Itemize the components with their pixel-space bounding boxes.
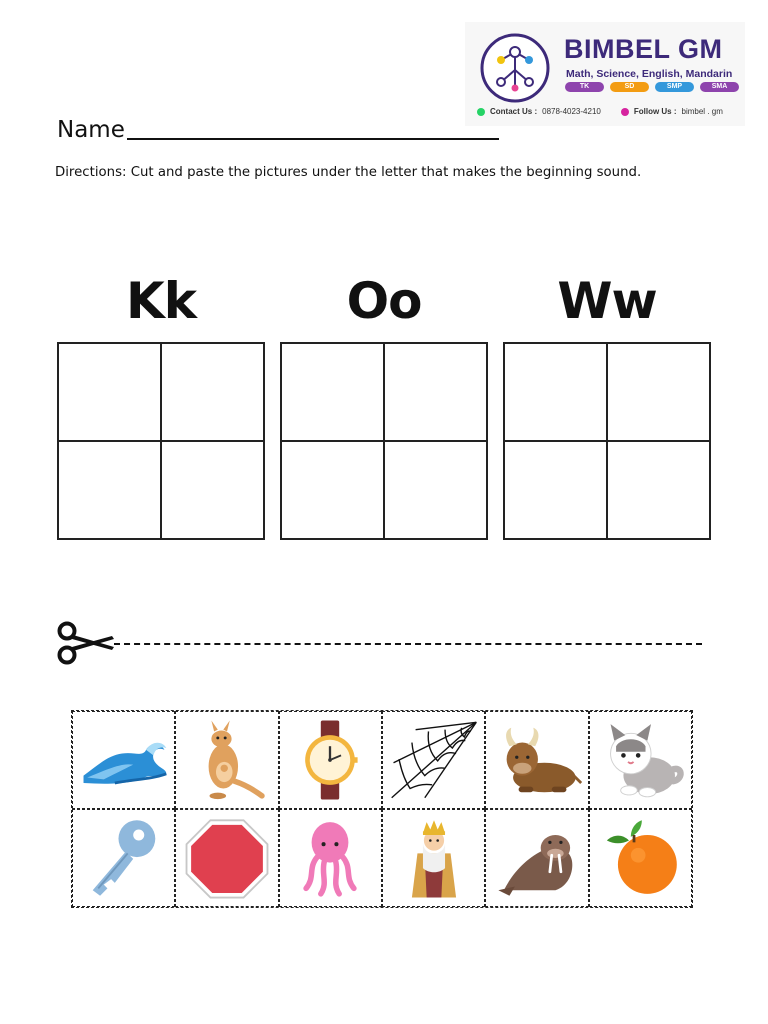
answer-box[interactable] <box>281 343 384 441</box>
answer-box[interactable] <box>58 441 161 539</box>
octopus-icon <box>284 814 376 902</box>
brand-logo <box>465 22 745 126</box>
brand-subtitle: Math, Science, English, Mandarin <box>566 68 733 80</box>
watch-icon <box>284 716 376 804</box>
contact-row <box>477 107 723 116</box>
picture-cards <box>71 710 693 908</box>
picture-card[interactable] <box>485 711 588 809</box>
answer-box[interactable] <box>607 343 710 441</box>
orange-icon <box>594 814 686 902</box>
picture-card[interactable] <box>589 711 692 809</box>
whatsapp-icon <box>477 108 485 116</box>
name-label: Name <box>57 117 125 143</box>
brand-title: BIMBEL GM <box>564 34 723 64</box>
answer-box[interactable] <box>607 441 710 539</box>
contact-label: Contact Us : <box>490 107 538 116</box>
answer-box[interactable] <box>384 441 487 539</box>
king-icon <box>388 814 480 902</box>
picture-card[interactable] <box>72 809 175 907</box>
walrus-icon <box>491 814 583 902</box>
dashed-cut-line <box>114 643 702 645</box>
octagon-icon <box>181 814 273 902</box>
picture-card[interactable] <box>72 711 175 809</box>
answer-grid-w <box>503 342 711 540</box>
answer-box[interactable] <box>281 441 384 539</box>
picture-card[interactable] <box>382 711 485 809</box>
scissors-icon <box>56 620 116 666</box>
wave-icon <box>78 716 170 804</box>
picture-card[interactable] <box>279 809 382 907</box>
name-write-line[interactable] <box>127 118 499 140</box>
answer-box[interactable] <box>504 343 607 441</box>
follow-label: Follow Us : <box>633 107 677 116</box>
kitten-icon <box>594 716 686 804</box>
badge-tk: TK <box>565 82 604 92</box>
letter-w-header: Ww <box>557 272 657 330</box>
badge-sd: SD <box>610 82 649 92</box>
badge-sma: SMA <box>700 82 739 92</box>
picture-card[interactable] <box>382 809 485 907</box>
answer-box[interactable] <box>161 441 264 539</box>
answer-box[interactable] <box>161 343 264 441</box>
ox-icon <box>491 716 583 804</box>
picture-card[interactable] <box>279 711 382 809</box>
picture-card[interactable] <box>589 809 692 907</box>
directions-text: Directions: Cut and paste the pictures under the letter that makes the beginning sound. <box>55 165 642 180</box>
level-badges <box>565 82 739 92</box>
picture-card[interactable] <box>485 809 588 907</box>
answer-grid-k <box>57 342 265 540</box>
picture-card[interactable] <box>175 809 278 907</box>
spider-web-icon <box>388 716 480 804</box>
badge-smp: SMP <box>655 82 694 92</box>
follow-handle: bimbel . gm <box>681 107 723 116</box>
answer-box[interactable] <box>58 343 161 441</box>
answer-box[interactable] <box>504 441 607 539</box>
name-row <box>57 117 499 143</box>
instagram-icon <box>621 108 629 116</box>
answer-box[interactable] <box>384 343 487 441</box>
answer-grid-o <box>280 342 488 540</box>
key-icon <box>78 814 170 902</box>
molecule-logo-icon <box>477 30 553 106</box>
letter-o-header: Oo <box>346 272 422 330</box>
contact-phone: 0878-4023-4210 <box>542 107 601 116</box>
picture-card[interactable] <box>175 711 278 809</box>
letter-k-header: Kk <box>126 272 196 330</box>
kangaroo-icon <box>181 716 273 804</box>
